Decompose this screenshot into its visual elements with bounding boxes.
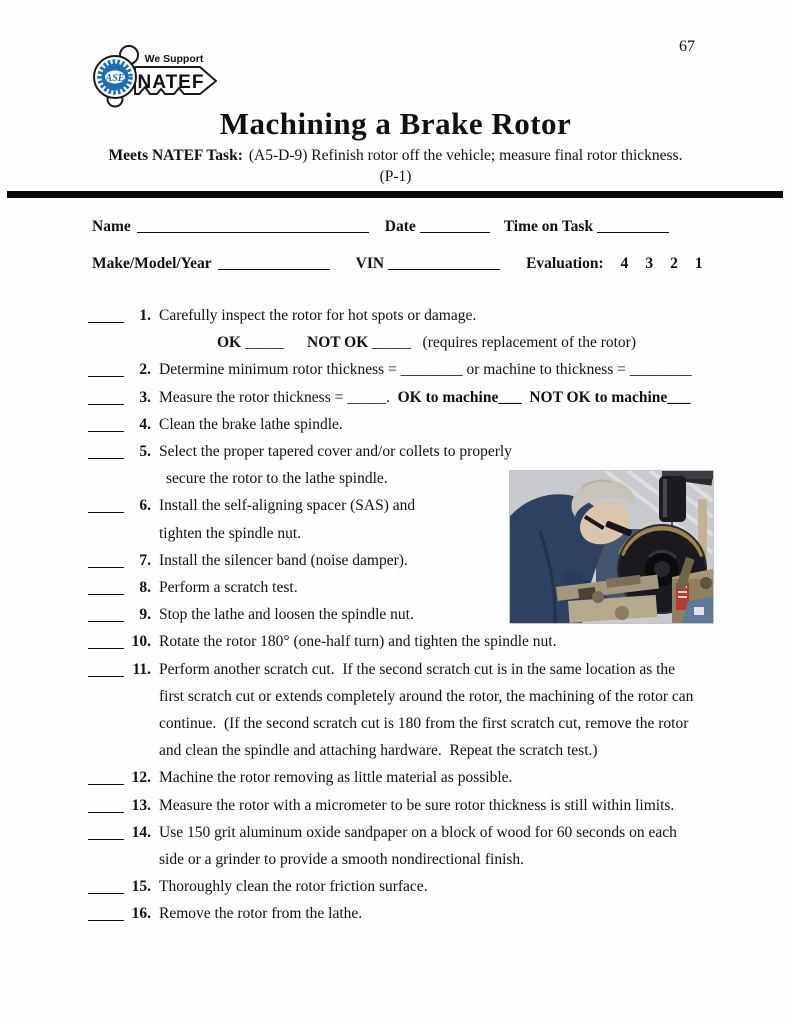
- evaluation-value[interactable]: 3: [645, 255, 654, 272]
- item-number: 12.: [131, 769, 151, 787]
- item-number: 2.: [139, 361, 151, 379]
- item-text: Measure the rotor thickness = _____. OK to machine___ NOT OK to machine___: [159, 388, 691, 406]
- checklist-item: [88, 873, 753, 900]
- item-number: 3.: [139, 388, 151, 406]
- item-text: Remove the rotor from the lathe.: [159, 905, 363, 923]
- checklist-item: [88, 628, 753, 655]
- form-row-vehicle: [92, 255, 703, 273]
- svg-text:ASE: ASE: [105, 73, 125, 84]
- item-text: Rotate the rotor 180° (one-half turn) and tighten the spindle nut.: [159, 633, 557, 651]
- logo-top-text: We Support: [144, 53, 204, 65]
- checklist-item: [88, 819, 753, 873]
- make-model-year-label: Make/Model/Year: [92, 255, 212, 272]
- item-text: Install the self-aligning spacer (SAS) and tighten the spindle nut.: [159, 497, 416, 542]
- item-number: 13.: [131, 796, 151, 814]
- item-text: Determine minimum rotor thickness = ________ or machine to thickness = ________: [159, 361, 692, 379]
- item-number: 5.: [139, 443, 151, 461]
- item-text: Thoroughly clean the rotor friction surface.: [159, 878, 428, 896]
- name-label: Name: [92, 218, 131, 235]
- page-title: Machining a Brake Rotor: [219, 106, 572, 141]
- completion-blank[interactable]: [88, 302, 124, 323]
- header-divider: [7, 191, 783, 198]
- date-label: Date: [384, 218, 416, 235]
- completion-blank[interactable]: [88, 547, 124, 568]
- date-field[interactable]: [420, 218, 490, 233]
- item-text: Select the proper tapered cover and/or collets to properly secure the rotor to the lathe spindle.: [159, 443, 512, 488]
- task-label: Meets NATEF Task:: [108, 147, 243, 164]
- item-number: 10.: [131, 633, 151, 651]
- completion-blank[interactable]: [88, 438, 124, 459]
- item-text: Clean the brake lathe spindle.: [159, 415, 343, 433]
- completion-blank[interactable]: [88, 792, 124, 813]
- evaluation-value[interactable]: 2: [670, 255, 678, 272]
- evaluation-value[interactable]: 1: [694, 255, 703, 272]
- completion-blank[interactable]: [88, 411, 124, 432]
- completion-blank[interactable]: [88, 384, 124, 405]
- natef-key-logo-icon: [88, 42, 224, 108]
- brake-lathe-photo-image: [510, 471, 713, 623]
- item-text: Perform a scratch test.: [159, 579, 298, 597]
- completion-blank[interactable]: [88, 873, 124, 894]
- checklist-item: [88, 411, 753, 438]
- evaluation-label: Evaluation:: [526, 255, 604, 272]
- checklist-item: [88, 384, 753, 411]
- item-number: 8.: [139, 579, 151, 597]
- item-text: Perform another scratch cut. If the second scratch cut is in the same location as the first scratch cut or extends completely around the rotor, the machining of the rotor can continue. (If the second scratch cut is 180 from the first scratch cut, remove the rotor and clean the spindle and attaching hardware. Repeat the scratch test.): [159, 660, 694, 760]
- vin-field[interactable]: [388, 255, 500, 270]
- evaluation-value[interactable]: 4: [620, 255, 629, 272]
- item-number: 6.: [139, 497, 151, 515]
- item-number: 7.: [139, 551, 151, 569]
- item-text: Stop the lathe and loosen the spindle nut.: [159, 606, 414, 624]
- completion-blank[interactable]: [88, 764, 124, 785]
- completion-blank[interactable]: [88, 601, 124, 622]
- logo-name-text: NATEF: [137, 72, 205, 93]
- priority-code: (P-1): [379, 168, 412, 185]
- item-number: 14.: [131, 823, 151, 841]
- brake-lathe-photo: [510, 471, 713, 623]
- checklist-item: [88, 656, 753, 765]
- make-model-year-field[interactable]: [218, 255, 330, 270]
- item-number: 15.: [131, 878, 151, 896]
- completion-blank[interactable]: [88, 656, 124, 677]
- form-row-identity: [92, 218, 669, 236]
- evaluation-scale: [604, 255, 703, 272]
- natef-logo: [88, 42, 224, 108]
- completion-blank[interactable]: [88, 819, 124, 840]
- item-number: 4.: [139, 415, 151, 433]
- item-number: 11.: [132, 660, 151, 678]
- item-number: 1.: [139, 307, 151, 324]
- item-text: Install the silencer band (noise damper).: [159, 551, 408, 569]
- checklist-item: [88, 900, 753, 927]
- natef-task-line: [0, 147, 791, 165]
- item-text: Machine the rotor removing as little material as possible.: [159, 769, 513, 787]
- item-text: Carefully inspect the rotor for hot spots or damage. OK _____ NOT OK _____ (requires replacement of the rotor): [159, 307, 636, 352]
- vin-label: VIN: [355, 255, 385, 272]
- task-text: (A5-D-9) Refinish rotor off the vehicle; measure final rotor thickness.: [248, 147, 683, 164]
- completion-blank[interactable]: [88, 356, 124, 377]
- checklist-item: [88, 792, 753, 819]
- item-number: 9.: [139, 606, 151, 624]
- completion-blank[interactable]: [88, 492, 124, 513]
- time-on-task-field[interactable]: [597, 218, 669, 233]
- checklist-item: [88, 764, 753, 791]
- checklist-item: [88, 302, 753, 356]
- item-text: Measure the rotor with a micrometer to be sure rotor thickness is still within limits.: [159, 796, 675, 814]
- completion-blank[interactable]: [88, 900, 124, 921]
- page-number: 67: [679, 38, 695, 55]
- completion-blank[interactable]: [88, 574, 124, 595]
- checklist-item: [88, 356, 753, 383]
- item-text: Use 150 grit aluminum oxide sandpaper on a block of wood for 60 seconds on each side or a grinder to provide a smooth nondirectional finish.: [159, 823, 677, 869]
- item-number: 16.: [131, 905, 151, 923]
- completion-blank[interactable]: [88, 628, 124, 649]
- name-field[interactable]: [137, 218, 369, 233]
- time-on-task-label: Time on Task: [503, 218, 594, 235]
